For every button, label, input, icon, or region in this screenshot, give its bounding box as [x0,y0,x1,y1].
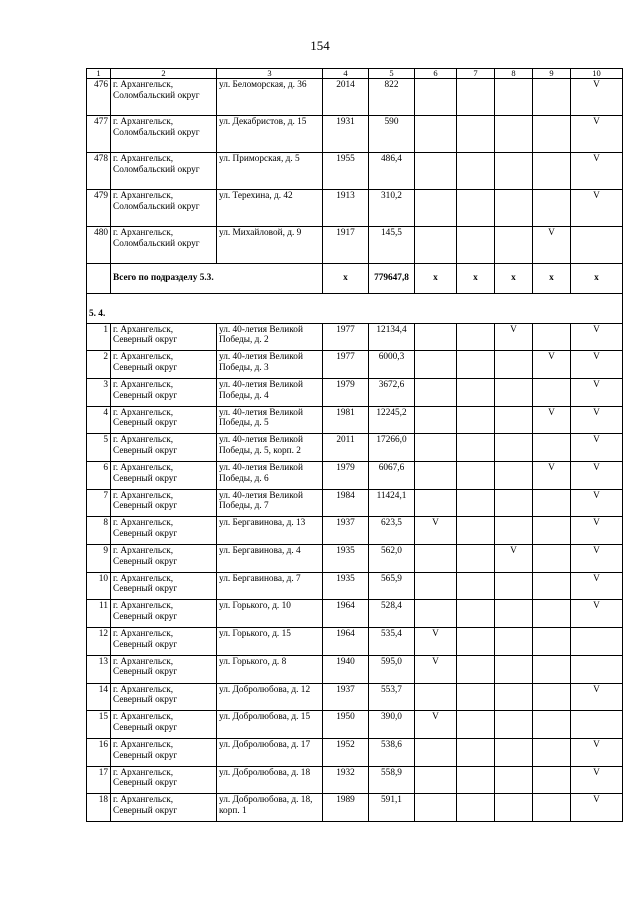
mark-col-9 [533,79,571,116]
row-number: 480 [87,227,111,264]
mark-col-6 [415,434,457,462]
row-number: 477 [87,116,111,153]
row-number: 6 [87,462,111,490]
mark-col-7 [457,489,495,517]
table-row [87,655,623,683]
mark-col-8 [495,655,533,683]
area: 310,2 [369,190,415,227]
table-row [87,517,623,545]
year-built: 1955 [323,153,369,190]
row-number: 478 [87,153,111,190]
table-row [87,766,623,794]
mark-col-6: V [415,655,457,683]
mark-col-6 [415,116,457,153]
row-number: 479 [87,190,111,227]
mark-col-9 [533,323,571,351]
mark-col-6 [415,190,457,227]
year-built: 1935 [323,545,369,573]
area: 486,4 [369,153,415,190]
row-number: 16 [87,738,111,766]
mark-col-9 [533,489,571,517]
row-number: 1 [87,323,111,351]
mark-col-7 [457,378,495,406]
mark-col-9 [533,378,571,406]
table-row [87,738,623,766]
address: ул. Добролюбова, д. 17 [217,738,323,766]
address: ул. 40-летия Великой Победы, д. 5 [217,406,323,434]
mark-col-8 [495,378,533,406]
year-built: 1952 [323,738,369,766]
row-number: 11 [87,600,111,628]
mark-col-7 [457,600,495,628]
city-district: г. Архангельск, Северный округ [111,462,217,490]
year-built: 2014 [323,79,369,116]
mark-col-9: V [533,227,571,264]
column-number: 8 [495,69,533,79]
city-district: г. Архангельск, Северный округ [111,434,217,462]
year-built: 1989 [323,794,369,822]
mark-col-6 [415,600,457,628]
mark-col-9 [533,517,571,545]
row-number: 8 [87,517,111,545]
area: 17266,0 [369,434,415,462]
mark-col-7 [457,711,495,739]
area: 11424,1 [369,489,415,517]
mark-col-7 [457,351,495,379]
mark-col-9 [533,545,571,573]
city-district: г. Архангельск, Северный округ [111,794,217,822]
subtotal-value: x [457,264,495,294]
mark-col-9 [533,655,571,683]
mark-col-10: V [571,545,623,573]
mark-col-10: V [571,406,623,434]
mark-col-8: V [495,545,533,573]
year-built: 1979 [323,462,369,490]
mark-col-8 [495,489,533,517]
address: ул. 40-летия Великой Победы, д. 7 [217,489,323,517]
table-row [87,572,623,600]
area: 12245,2 [369,406,415,434]
mark-col-6 [415,378,457,406]
mark-col-10 [571,655,623,683]
mark-col-9: V [533,406,571,434]
city-district: г. Архангельск, Северный округ [111,406,217,434]
address: ул. Приморская, д. 5 [217,153,323,190]
mark-col-10: V [571,794,623,822]
city-district: г. Архангельск, Соломбальский округ [111,79,217,116]
row-number: 9 [87,545,111,573]
area: 590 [369,116,415,153]
year-built: 1950 [323,711,369,739]
area: 591,1 [369,794,415,822]
mark-col-6 [415,323,457,351]
mark-col-8 [495,683,533,711]
table-row [87,227,623,264]
mark-col-7 [457,545,495,573]
subtotal-spacer [87,264,111,294]
row-number: 18 [87,794,111,822]
address: ул. Добролюбова, д. 15 [217,711,323,739]
table-row [87,489,623,517]
area: 12134,4 [369,323,415,351]
subtotal-value: x [323,264,369,294]
mark-col-10: V [571,153,623,190]
city-district: г. Архангельск, Северный округ [111,517,217,545]
city-district: г. Архангельск, Соломбальский округ [111,153,217,190]
row-number: 10 [87,572,111,600]
mark-col-8 [495,434,533,462]
address: ул. 40-летия Великой Победы, д. 4 [217,378,323,406]
mark-col-7 [457,153,495,190]
mark-col-6 [415,406,457,434]
column-number: 5 [369,69,415,79]
year-built: 1935 [323,572,369,600]
row-number: 476 [87,79,111,116]
mark-col-10: V [571,351,623,379]
mark-col-10: V [571,79,623,116]
mark-col-9: V [533,462,571,490]
mark-col-6 [415,351,457,379]
mark-col-7 [457,572,495,600]
city-district: г. Архангельск, Северный округ [111,738,217,766]
address: ул. Беломорская, д. 36 [217,79,323,116]
mark-col-9 [533,738,571,766]
area: 553,7 [369,683,415,711]
mark-col-8 [495,738,533,766]
year-built: 1913 [323,190,369,227]
column-number: 4 [323,69,369,79]
address: ул. Добролюбова, д. 18 [217,766,323,794]
mark-col-7 [457,323,495,351]
mark-col-6: V [415,711,457,739]
mark-col-7 [457,738,495,766]
table-row [87,462,623,490]
area: 558,9 [369,766,415,794]
area: 562,0 [369,545,415,573]
city-district: г. Архангельск, Северный округ [111,378,217,406]
column-number: 1 [87,69,111,79]
mark-col-8 [495,79,533,116]
city-district: г. Архангельск, Северный округ [111,628,217,656]
mark-col-8 [495,628,533,656]
table-row [87,153,623,190]
address: ул. Добролюбова, д. 12 [217,683,323,711]
year-built: 1937 [323,683,369,711]
mark-col-7 [457,683,495,711]
area: 565,9 [369,572,415,600]
area: 528,4 [369,600,415,628]
area: 390,0 [369,711,415,739]
mark-col-10: V [571,517,623,545]
subtotal-value: x [495,264,533,294]
table-row [87,545,623,573]
year-built: 1979 [323,378,369,406]
column-number: 10 [571,69,623,79]
address: ул. Бергавинова, д. 7 [217,572,323,600]
mark-col-7 [457,655,495,683]
city-district: г. Архангельск, Соломбальский округ [111,190,217,227]
mark-col-6: V [415,517,457,545]
mark-col-8 [495,517,533,545]
mark-col-7 [457,116,495,153]
area: 535,4 [369,628,415,656]
city-district: г. Архангельск, Северный округ [111,323,217,351]
year-built: 1964 [323,628,369,656]
address: ул. Горького, д. 10 [217,600,323,628]
row-number: 13 [87,655,111,683]
mark-col-7 [457,628,495,656]
year-built: 1984 [323,489,369,517]
mark-col-10: V [571,766,623,794]
area: 623,5 [369,517,415,545]
mark-col-8 [495,406,533,434]
table-row [87,116,623,153]
row-number: 4 [87,406,111,434]
mark-col-8 [495,351,533,379]
table-row [87,351,623,379]
mark-col-8 [495,190,533,227]
subtotal-value: x [533,264,571,294]
row-number: 2 [87,351,111,379]
table-row [87,600,623,628]
address: ул. Бергавинова, д. 13 [217,517,323,545]
column-number: 6 [415,69,457,79]
year-built: 1932 [323,766,369,794]
mark-col-7 [457,434,495,462]
mark-col-6 [415,489,457,517]
mark-col-8 [495,766,533,794]
area: 822 [369,79,415,116]
mark-col-10: V [571,572,623,600]
column-number: 3 [217,69,323,79]
mark-col-6 [415,572,457,600]
mark-col-10: V [571,738,623,766]
page-number: 154 [310,38,330,53]
area: 3672,6 [369,378,415,406]
area: 6067,6 [369,462,415,490]
table-row [87,79,623,116]
area: 595,0 [369,655,415,683]
year-built: 1917 [323,227,369,264]
address: ул. 40-летия Великой Победы, д. 3 [217,351,323,379]
year-built: 1940 [323,655,369,683]
mark-col-7 [457,462,495,490]
mark-col-8: V [495,323,533,351]
row-number: 5 [87,434,111,462]
year-built: 1977 [323,351,369,379]
mark-col-9: V [533,351,571,379]
address: ул. 40-летия Великой Победы, д. 2 [217,323,323,351]
area: 145,5 [369,227,415,264]
mark-col-9 [533,628,571,656]
column-number: 9 [533,69,571,79]
mark-col-7 [457,406,495,434]
row-number: 17 [87,766,111,794]
city-district: г. Архангельск, Северный округ [111,655,217,683]
mark-col-9 [533,683,571,711]
table-row [87,406,623,434]
mark-col-9 [533,711,571,739]
subtotal-value: 779647,8 [369,264,415,294]
city-district: г. Архангельск, Северный округ [111,572,217,600]
table-row [87,434,623,462]
year-built: 1937 [323,517,369,545]
row-number: 3 [87,378,111,406]
mark-col-6 [415,545,457,573]
city-district: г. Архангельск, Северный округ [111,766,217,794]
column-number-row [87,69,623,79]
mark-col-10: V [571,378,623,406]
mark-col-9 [533,116,571,153]
mark-col-7 [457,190,495,227]
mark-col-6 [415,79,457,116]
mark-col-9 [533,794,571,822]
table-row [87,711,623,739]
address: ул. Бергавинова, д. 4 [217,545,323,573]
row-number: 12 [87,628,111,656]
area: 538,6 [369,738,415,766]
address: ул. Михайловой, д. 9 [217,227,323,264]
city-district: г. Архангельск, Северный округ [111,545,217,573]
mark-col-10 [571,227,623,264]
mark-col-8 [495,227,533,264]
city-district: г. Архангельск, Соломбальский округ [111,227,217,264]
year-built: 1931 [323,116,369,153]
mark-col-7 [457,794,495,822]
table-row [87,378,623,406]
mark-col-6 [415,462,457,490]
mark-col-9 [533,434,571,462]
mark-col-8 [495,600,533,628]
address: ул. 40-летия Великой Победы, д. 6 [217,462,323,490]
mark-col-8 [495,153,533,190]
address: ул. Добролюбова, д. 18, корп. 1 [217,794,323,822]
year-built: 1981 [323,406,369,434]
area: 6000,3 [369,351,415,379]
mark-col-7 [457,227,495,264]
city-district: г. Архангельск, Северный округ [111,489,217,517]
city-district: г. Архангельск, Северный округ [111,711,217,739]
table-row [87,794,623,822]
year-built: 1964 [323,600,369,628]
mark-col-8 [495,116,533,153]
mark-col-6 [415,683,457,711]
subtotal-value: x [415,264,457,294]
address: ул. Горького, д. 15 [217,628,323,656]
row-number: 14 [87,683,111,711]
mark-col-10: V [571,323,623,351]
subtotal-value: x [571,264,623,294]
row-number: 15 [87,711,111,739]
mark-col-10: V [571,190,623,227]
mark-col-6 [415,766,457,794]
mark-col-10: V [571,434,623,462]
city-district: г. Архангельск, Северный округ [111,351,217,379]
column-number: 7 [457,69,495,79]
table-row [87,323,623,351]
section-header-row [87,294,623,324]
mark-col-10 [571,628,623,656]
mark-col-8 [495,794,533,822]
mark-col-8 [495,462,533,490]
year-built: 2011 [323,434,369,462]
mark-col-9 [533,600,571,628]
mark-col-7 [457,766,495,794]
mark-col-6 [415,738,457,766]
mark-col-7 [457,79,495,116]
mark-col-6 [415,227,457,264]
mark-col-10: V [571,116,623,153]
address: ул. Горького, д. 8 [217,655,323,683]
housing-register-table [86,68,623,822]
mark-col-9 [533,766,571,794]
table-row [87,683,623,711]
subtotal-row [87,264,623,294]
address: ул. Декабристов, д. 15 [217,116,323,153]
subtotal-label: Всего по подразделу 5.3. [111,264,323,294]
city-district: г. Архангельск, Северный округ [111,600,217,628]
table-row [87,190,623,227]
year-built: 1977 [323,323,369,351]
mark-col-8 [495,572,533,600]
mark-col-9 [533,190,571,227]
mark-col-6 [415,153,457,190]
mark-col-10: V [571,489,623,517]
mark-col-6 [415,794,457,822]
mark-col-7 [457,517,495,545]
mark-col-6: V [415,628,457,656]
column-number: 2 [111,69,217,79]
row-number: 7 [87,489,111,517]
mark-col-10: V [571,462,623,490]
mark-col-8 [495,711,533,739]
mark-col-10: V [571,600,623,628]
table-row [87,628,623,656]
mark-col-9 [533,153,571,190]
section-label: 5. 4. [87,294,623,324]
address: ул. Терехина, д. 42 [217,190,323,227]
mark-col-10: V [571,683,623,711]
city-district: г. Архангельск, Соломбальский округ [111,116,217,153]
address: ул. 40-летия Великой Победы, д. 5, корп. 2 [217,434,323,462]
mark-col-9 [533,572,571,600]
mark-col-10 [571,711,623,739]
city-district: г. Архангельск, Северный округ [111,683,217,711]
